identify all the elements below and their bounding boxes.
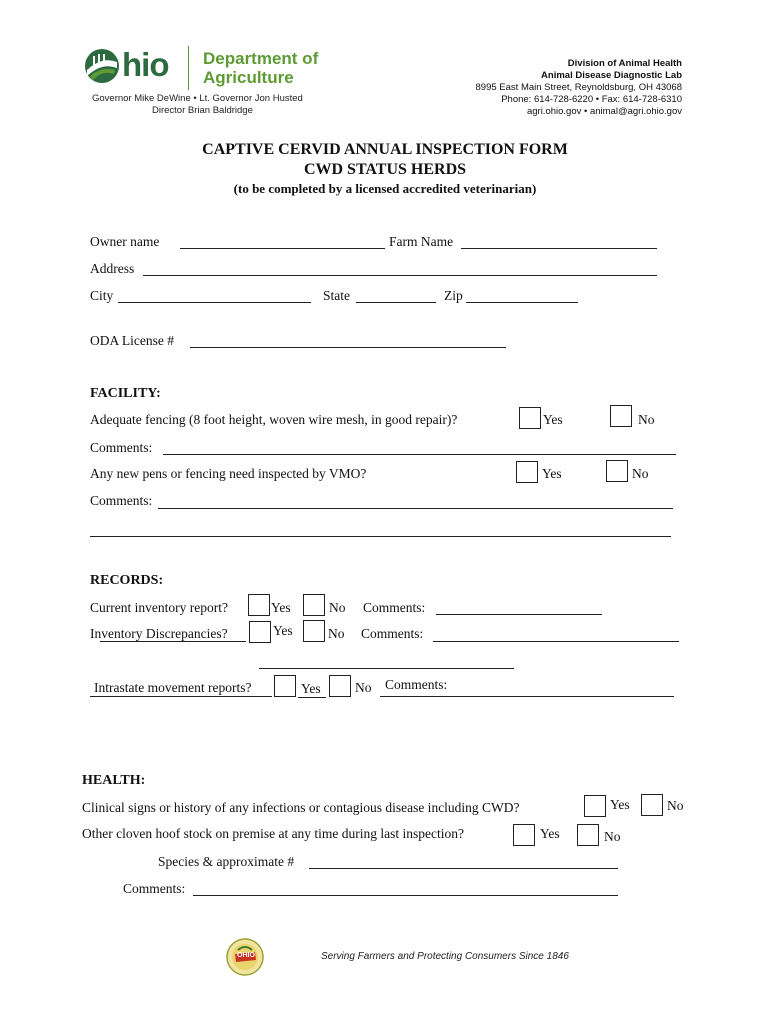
address-label: Address — [90, 261, 135, 276]
inventory-report-no-checkbox[interactable] — [303, 594, 325, 616]
dept-line-2: Agriculture — [203, 68, 294, 87]
owner-name-field[interactable] — [180, 248, 385, 249]
zip-label: Zip — [444, 288, 463, 303]
intrastate-movement-yes-label: Yes — [301, 681, 321, 696]
logo-divider — [188, 46, 189, 90]
cloven-hoof-no-checkbox[interactable] — [577, 824, 599, 846]
state-label: State — [323, 288, 350, 303]
new-pens-question: Any new pens or fencing need inspected by VMO? — [90, 466, 367, 481]
state-field[interactable] — [356, 302, 436, 303]
new-pens-yes-label: Yes — [542, 466, 562, 481]
clinical-signs-question: Clinical signs or history of any infections or contagious disease including CWD? — [82, 800, 520, 815]
inventory-discrepancies-no-label: No — [328, 626, 345, 641]
inventory-discrepancies-underline — [100, 641, 246, 642]
footer-tagline: Serving Farmers and Protecting Consumers Since 1846 — [321, 951, 569, 962]
health-comments-field[interactable] — [193, 895, 618, 896]
fencing-no-checkbox[interactable] — [610, 405, 632, 427]
license-field[interactable] — [190, 347, 506, 348]
governor-line: Governor Mike DeWine • Lt. Governor Jon Husted — [92, 93, 303, 104]
inventory-report-no-label: No — [329, 600, 346, 615]
inventory-discrepancies-comments-field-2[interactable] — [259, 668, 514, 669]
ohio-proud-badge-text: OHIO — [237, 952, 255, 959]
intrastate-movement-comments-field[interactable] — [380, 696, 674, 697]
records-heading: RECORDS: — [90, 573, 164, 588]
clinical-signs-no-checkbox[interactable] — [641, 794, 663, 816]
street-address: 8995 East Main Street, Reynoldsburg, OH 43068 — [475, 82, 682, 93]
dept-line-1: Department of — [203, 49, 319, 68]
cloven-hoof-question: Other cloven hoof stock on premise at any time during last inspection? — [82, 826, 465, 841]
health-heading: HEALTH: — [82, 773, 146, 788]
fencing-comments-label: Comments: — [90, 440, 153, 455]
license-label: ODA License # — [90, 333, 174, 348]
new-pens-comments-field[interactable] — [158, 508, 673, 509]
inventory-report-comments-field[interactable] — [436, 614, 602, 615]
clinical-signs-yes-label: Yes — [610, 797, 630, 812]
form-title: CAPTIVE CERVID ANNUAL INSPECTION FORM — [202, 141, 568, 158]
city-label: City — [90, 288, 114, 303]
phone-fax: Phone: 614-728-6220 • Fax: 614-728-6310 — [501, 94, 682, 105]
intrastate-yes-underline — [298, 697, 326, 698]
clinical-signs-no-label: No — [667, 798, 684, 813]
ohio-wordmark: hio — [122, 46, 169, 83]
ohio-proud-badge — [226, 938, 264, 976]
species-field[interactable] — [309, 868, 618, 869]
fencing-comments-field[interactable] — [163, 454, 676, 455]
intrastate-movement-yes-checkbox[interactable] — [274, 675, 296, 697]
inventory-discrepancies-yes-checkbox[interactable] — [249, 621, 271, 643]
new-pens-no-checkbox[interactable] — [606, 460, 628, 482]
city-field[interactable] — [118, 302, 311, 303]
new-pens-yes-checkbox[interactable] — [516, 461, 538, 483]
ohio-state-icon — [84, 48, 120, 84]
cloven-hoof-yes-checkbox[interactable] — [513, 824, 535, 846]
zip-field[interactable] — [466, 302, 578, 303]
facility-heading: FACILITY: — [90, 386, 161, 401]
new-pens-comments-field-2[interactable] — [90, 536, 671, 537]
fencing-question: Adequate fencing (8 foot height, woven wire mesh, in good repair)? — [90, 412, 458, 427]
cloven-hoof-yes-label: Yes — [540, 826, 560, 841]
farm-name-field[interactable] — [461, 248, 657, 249]
intrastate-movement-underline — [90, 696, 272, 697]
ohio-logo — [84, 44, 184, 88]
fencing-yes-checkbox[interactable] — [519, 407, 541, 429]
inventory-discrepancies-question: Inventory Discrepancies? — [90, 626, 228, 641]
fencing-yes-label: Yes — [543, 412, 563, 427]
clinical-signs-yes-checkbox[interactable] — [584, 795, 606, 817]
inventory-report-question: Current inventory report? — [90, 600, 228, 615]
new-pens-comments-label: Comments: — [90, 493, 153, 508]
inventory-discrepancies-comments-field[interactable] — [433, 641, 679, 642]
health-comments-label: Comments: — [123, 881, 186, 896]
farm-name-label: Farm Name — [389, 234, 454, 249]
cloven-hoof-no-label: No — [604, 829, 621, 844]
inventory-discrepancies-no-checkbox[interactable] — [303, 620, 325, 642]
inventory-report-yes-checkbox[interactable] — [248, 594, 270, 616]
inventory-discrepancies-yes-label: Yes — [273, 623, 293, 638]
form-instructions: (to be completed by a licensed accredited veterinarian) — [233, 181, 537, 196]
address-field[interactable] — [143, 275, 657, 276]
intrastate-movement-question: Intrastate movement reports? — [94, 680, 252, 695]
intrastate-movement-comments-label: Comments: — [385, 677, 448, 692]
owner-name-label: Owner name — [90, 234, 160, 249]
form-subtitle-status: CWD STATUS HERDS — [303, 161, 467, 178]
inventory-report-yes-label: Yes — [271, 600, 291, 615]
inventory-discrepancies-comments-label: Comments: — [361, 626, 424, 641]
division-name: Division of Animal Health — [567, 58, 682, 69]
lab-name: Animal Disease Diagnostic Lab — [541, 70, 682, 81]
inventory-report-comments-label: Comments: — [363, 600, 426, 615]
new-pens-no-label: No — [632, 466, 649, 481]
intrastate-movement-no-label: No — [355, 680, 372, 695]
intrastate-movement-no-checkbox[interactable] — [329, 675, 351, 697]
director-line: Director Brian Baldridge — [152, 105, 253, 116]
fencing-no-label: No — [638, 412, 655, 427]
species-label: Species & approximate # — [158, 854, 295, 869]
web-email: agri.ohio.gov • animal@agri.ohio.gov — [526, 106, 682, 117]
